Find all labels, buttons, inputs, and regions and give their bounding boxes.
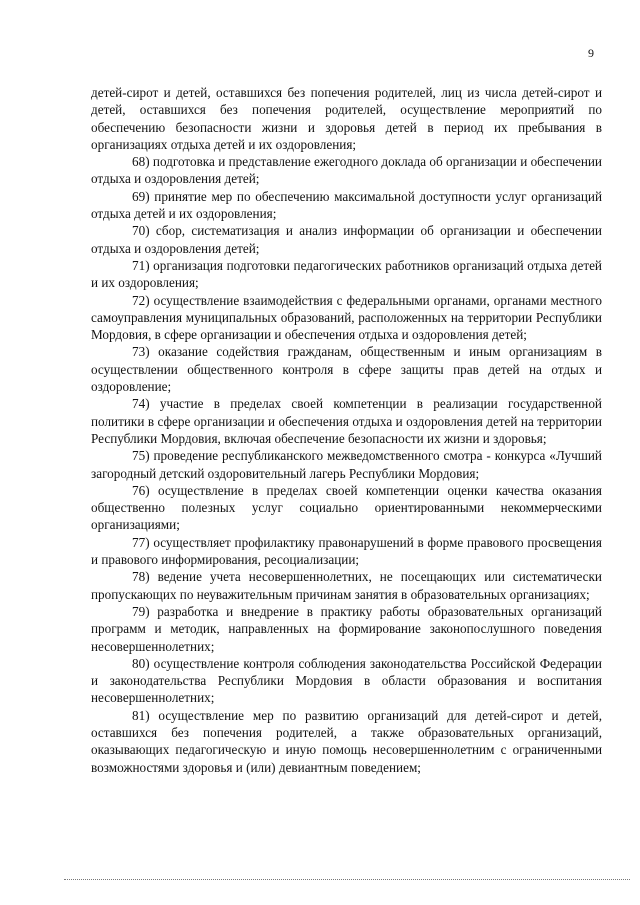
- list-item: 78) ведение учета несовершеннолетних, не посещающих или систематически пропускающих по неуважительным причинам занятия в образовательных организациях;: [91, 569, 602, 602]
- list-item: 79) разработка и внедрение в практику работы образовательных организаций программ и методик, направленных на формирование законопослушного поведения несовершеннолетних;: [91, 603, 602, 654]
- list-item: 74) участие в пределах своей компетенции в реализации государственной политики в сфере организации и обеспечения отдыха и оздоровления детей на территории Республики Мордовия, включая обеспечение безопасности их жизни и здоровья;: [91, 396, 602, 446]
- list-item: 70) сбор, систематизация и анализ информации об организации и обеспечении отдыха и оздоровления детей;: [91, 223, 602, 256]
- document-body: [91, 84, 602, 776]
- list-item: 72) осуществление взаимодействия с федеральными органами, органами местного самоуправления муниципальных образований, расположенных на территории Республики Мордовия, в сфере организации и обеспечения отдыха и оздоровления детей;: [91, 292, 602, 343]
- list-item: 80) осуществление контроля соблюдения законодательства Российской Федерации и законодательства Республики Мордовия в области образования и воспитания несовершеннолетних;: [91, 655, 602, 706]
- continuation-paragraph: детей-сирот и детей, оставшихся без попечения родителей, лиц из числа детей-сирот и детей, оставшихся без попечения родителей, осуществление мероприятий по обеспечению безопасности жизни и здоровья детей в период их пребывания в организациях отдыха детей и их оздоровления;: [91, 85, 602, 152]
- list-item: 68) подготовка и представление ежегодного доклада об организации и обеспечении отдыха и оздоровления детей;: [91, 154, 602, 187]
- list-item: 71) организация подготовки педагогических работников организаций отдыха детей и их оздоровления;: [91, 257, 602, 291]
- list-item: 69) принятие мер по обеспечению максимальной доступности услуг организаций отдыха детей и их оздоровления;: [91, 188, 602, 222]
- list-item: 77) осуществляет профилактику правонарушений в форме правового просвещения и правового информирования, ресоциализации;: [91, 534, 602, 568]
- footer-rule: [64, 879, 630, 880]
- list-item: 75) проведение республиканского межведомственного смотра - конкурса «Лучший загородный детский оздоровительный лагерь Республики Мордовия;: [91, 448, 602, 481]
- list-item: 76) осуществление в пределах своей компетенции оценки качества оказания общественно полезных услуг социально ориентированными некоммерческими организациями;: [91, 482, 602, 533]
- list-item: 73) оказание содействия гражданам, общественным и иным организациям в осуществлении общественного контроля в сфере защиты прав детей на отдых и оздоровление;: [91, 344, 602, 395]
- list-item: 81) осуществление мер по развитию организаций для детей-сирот и детей, оставшихся без попечения родителей, а также образовательных организаций, оказывающих педагогическую и иную помощь несовершеннолетним с ограниченными возможностями здоровья и (или) девиантным поведением;: [91, 707, 602, 775]
- page-number: 9: [588, 46, 594, 60]
